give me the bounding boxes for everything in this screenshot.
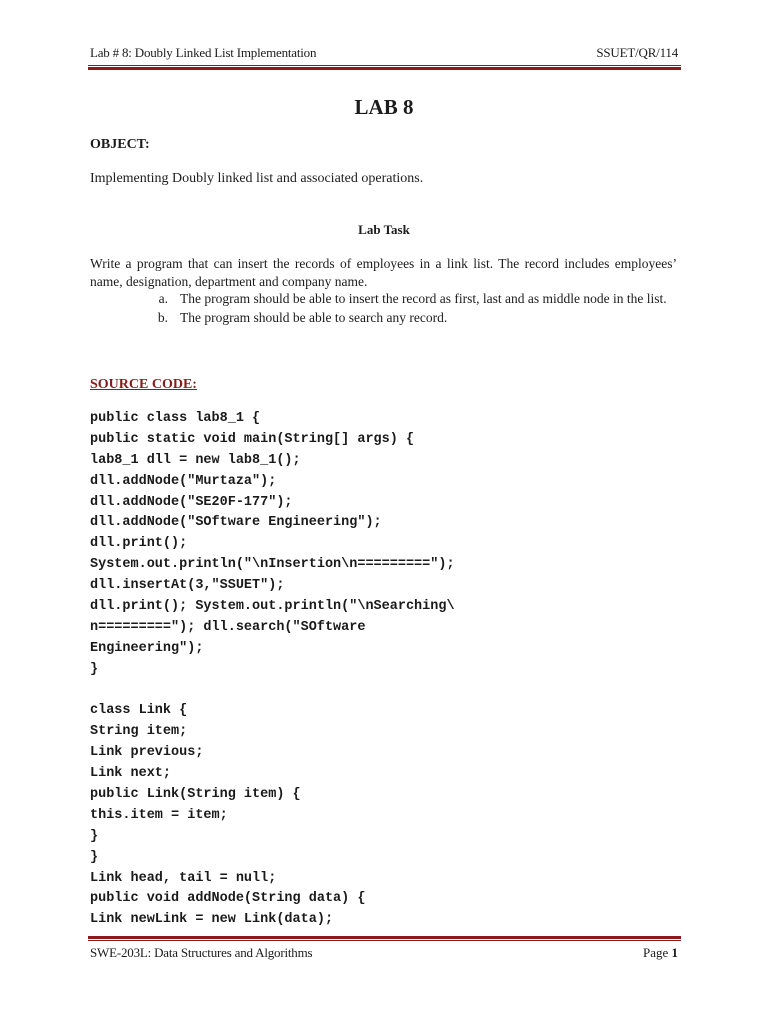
footer-page-number: 1 [671,945,678,960]
header-doc-code: SSUET/QR/114 [596,45,678,60]
code-line: class Link { [90,703,188,719]
code-line: dll.print(); [90,536,188,552]
code-line: dll.addNode("SE20F-177"); [90,494,293,510]
code-line: dll.addNode("Murtaza"); [90,473,277,489]
footer-page-label: Page [642,945,669,960]
code-line: } [90,828,99,844]
code-line [90,681,680,702]
code-line: String item; [90,724,188,740]
code-line: public void addNode(String data) { [90,891,366,907]
lab-task-body: Write a program that can insert the records of employees in a link list. The record includes employees’ name, designation, department and company name. [90,256,677,289]
code-line: n========="); dll.search("SOftware [90,619,366,635]
object-label: OBJECT: [90,137,150,152]
code-line: dll.insertAt(3,"SSUET"); [90,578,285,594]
footer-rule-thick [88,936,681,939]
header-rule-thin [88,65,681,66]
code-line: Engineering"); [90,640,204,656]
list-item-text: The program should be able to search any record. [180,309,448,325]
code-line: public class lab8_1 { [90,411,261,426]
list-item-marker: b. [157,309,168,325]
list-item-text: The program should be able to insert the record as first, last and as middle node in the list. [180,291,667,306]
header-rule-thick [88,67,681,70]
footer-rule-thin [88,940,681,941]
header-title: Lab # 8: Doubly Linked List Implementation [90,45,317,60]
source-code-block [90,409,680,931]
code-line: dll.print(); System.out.println("\nSearching\ [90,599,455,615]
code-line: } [90,849,99,865]
code-line: public Link(String item) { [90,787,301,803]
code-line: Link head, tail = null; [90,870,277,886]
lab-task-list [90,290,677,327]
footer-course: SWE-203L: Data Structures and Algorithms [90,945,313,960]
code-line: Link newLink = new Link(data); [90,912,334,928]
page-title: LAB 8 [354,95,414,119]
footer-page [643,945,678,961]
code-line: Link next; [90,766,172,782]
lab-task-heading: Lab Task [358,222,410,237]
code-line: Link previous; [90,745,204,761]
source-code-label: SOURCE CODE: [90,377,197,392]
object-text: Implementing Doubly linked list and associated operations. [90,171,424,186]
list-item [90,309,677,327]
code-line: public static void main(String[] args) { [90,431,415,447]
list-item-marker: a. [158,291,168,306]
code-line: } [90,661,99,677]
code-line: dll.addNode("SOftware Engineering"); [90,515,382,531]
list-item [90,290,677,308]
code-line: System.out.println("\nInsertion\n========="); [90,557,455,573]
code-line: lab8_1 dll = new lab8_1(); [90,452,301,468]
code-line: this.item = item; [90,807,228,823]
